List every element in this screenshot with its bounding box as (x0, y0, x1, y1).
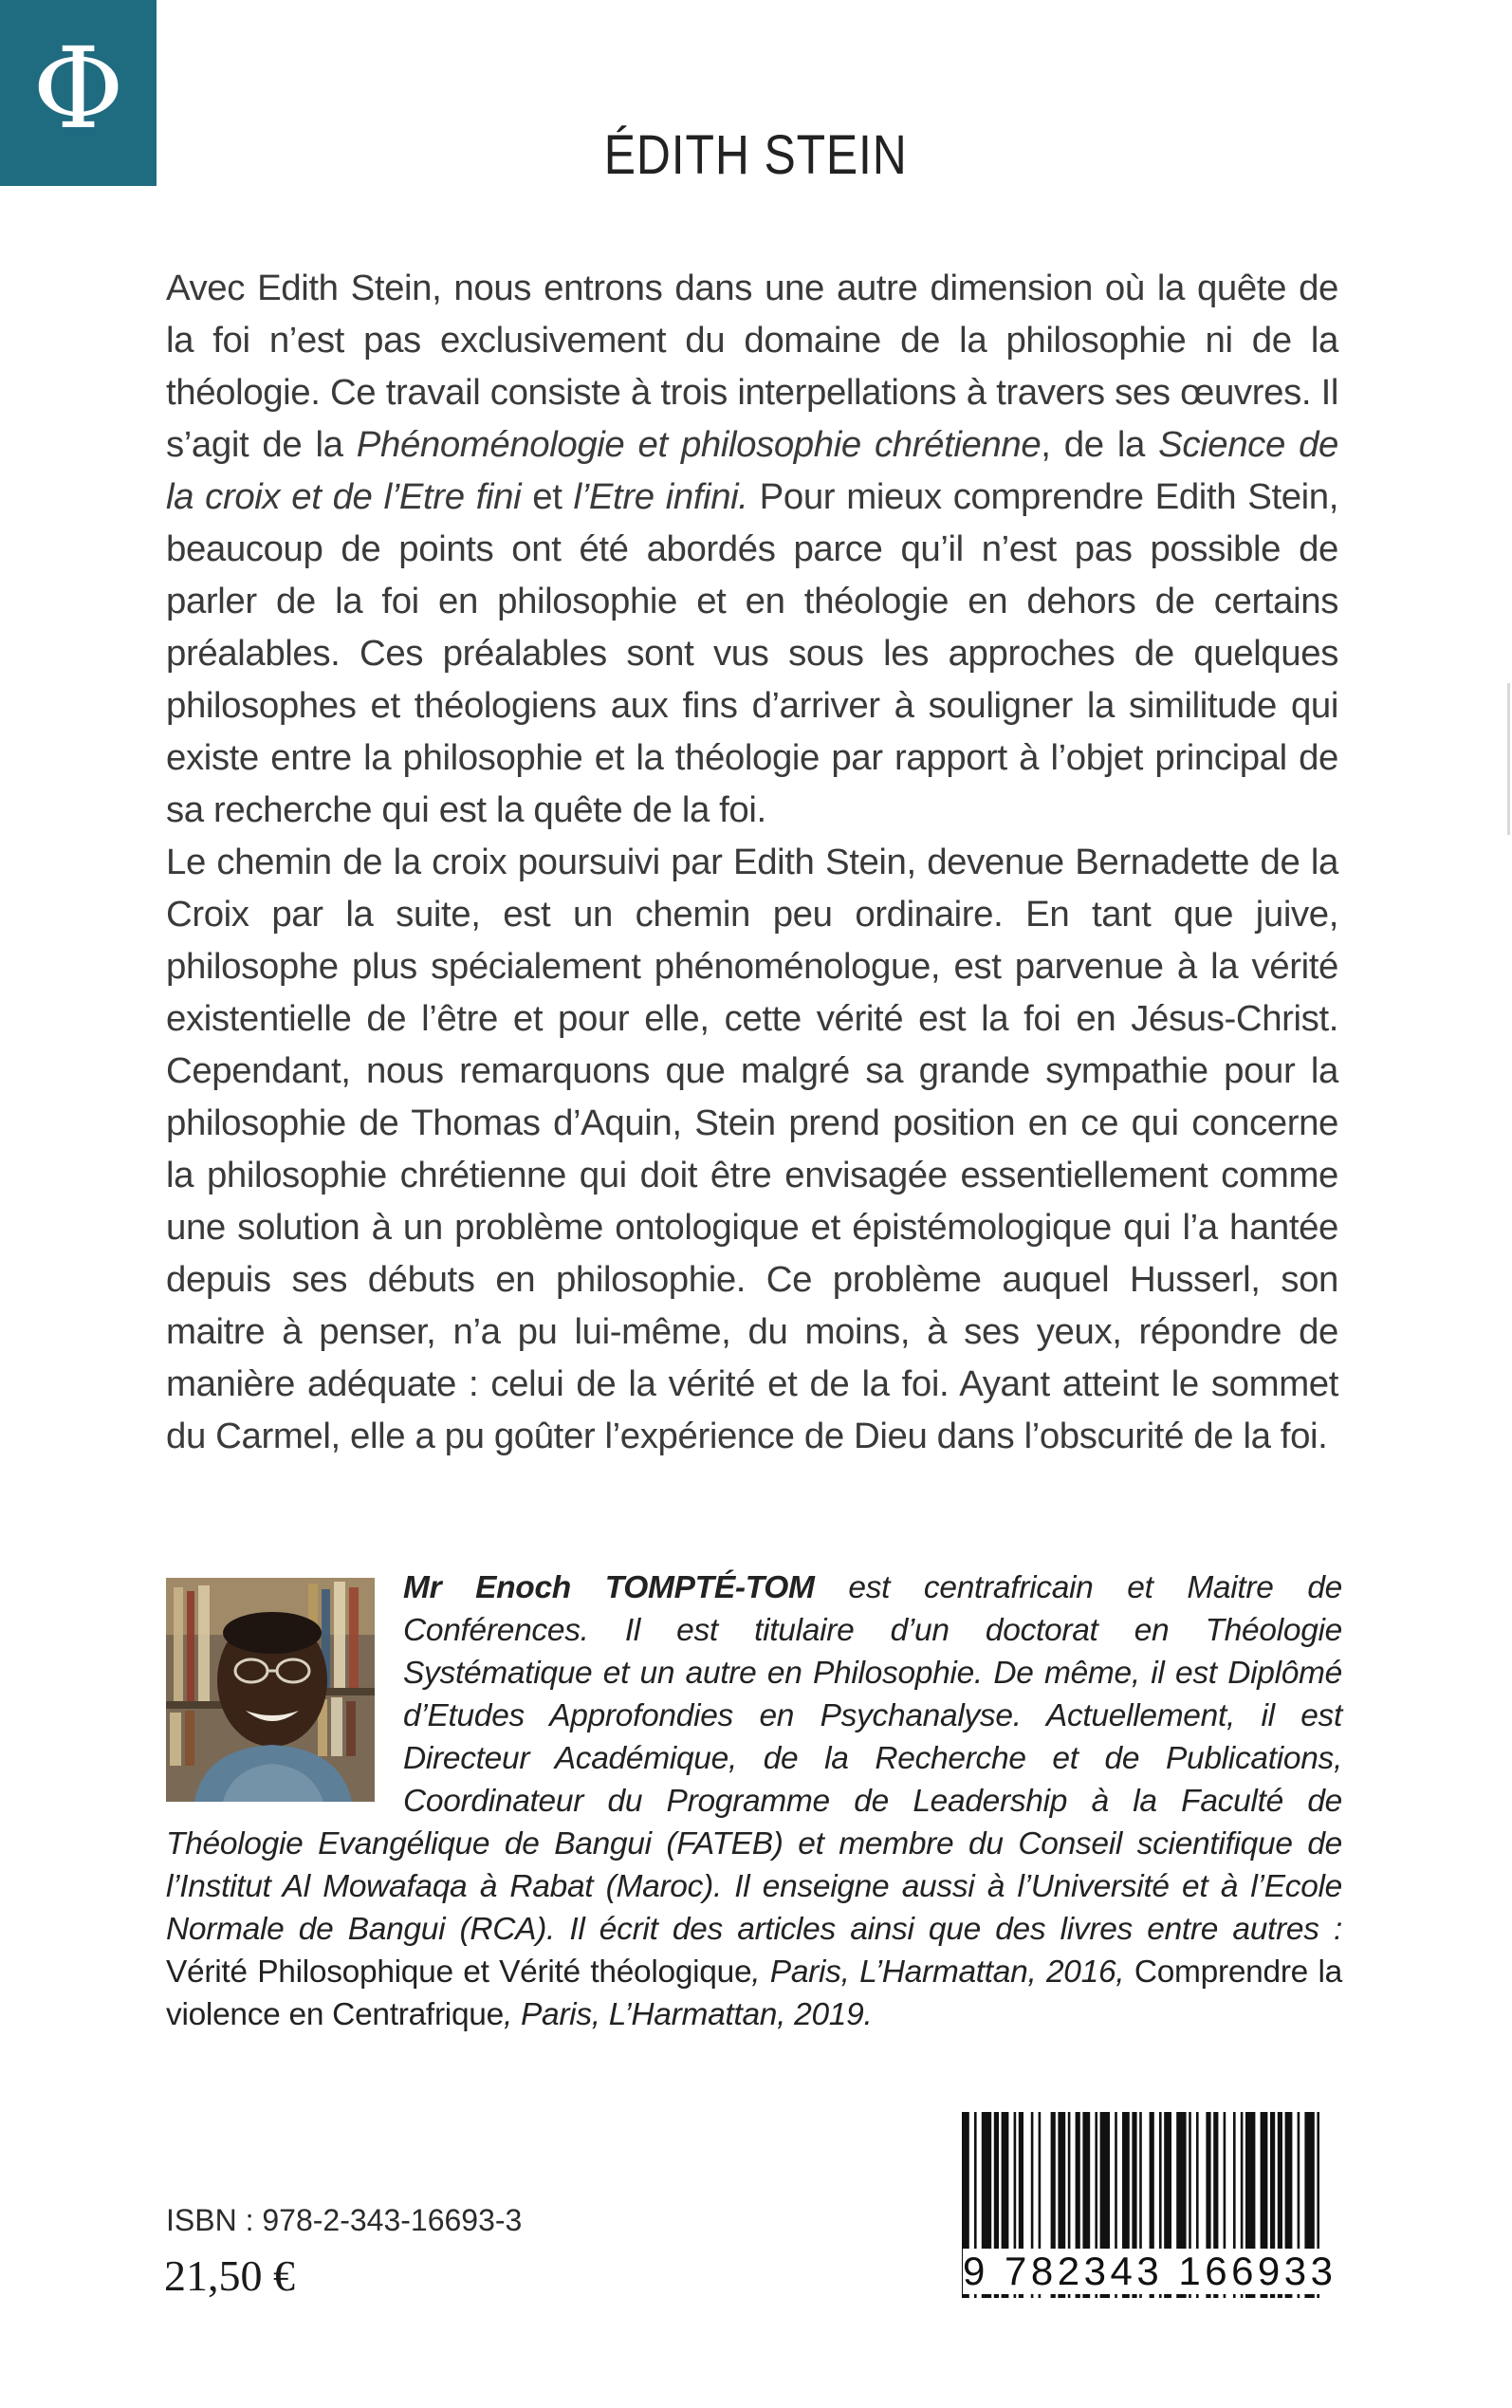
isbn: ISBN : 978-2-343-16693-3 (166, 2203, 523, 2237)
book-title-1: Vérité Philosophique et Vérité théologique (166, 1954, 752, 1990)
book-summary (166, 262, 1338, 1462)
work-title: Science de la croix et de l’Etre fini (166, 424, 1338, 517)
page-edge-mark (1507, 683, 1510, 835)
author-name: Mr Enoch TOMPTÉ-TOM (403, 1570, 815, 1605)
phi-logo-icon: Φ (32, 23, 124, 154)
barcode-digits: 9 782343 166933 (963, 2249, 1354, 2294)
summary-paragraph-1: Avec Edith Stein, nous entrons dans une autre dimension où la quête de la foi n’est pas exclusivement du domaine de la philosophie ni de la théologie. Ce travail consiste à trois interpellations à travers ses œuvres. Il s’agit de la Phénoménologie et philosophie chrétienne, de la Science de la croix et de l’Etre fini et l’Etre infini. Pour mieux comprendre Edith Stein, beaucoup de points ont été abordés parce qu’il n’est pas possible de parler de la foi en philosophie et en théologie en dehors de certains préalables. Ces préalables sont vus sous les approches de quelques philosophes et théologiens aux fins d’arriver à souligner la similitude qui existe entre la philosophie et la théologie par rapport à l’objet principal de sa recherche qui est la quête de la foi. (166, 268, 1339, 830)
book-title: ÉDITH STEIN (603, 124, 908, 186)
summary-paragraph-2: Le chemin de la croix poursuivi par Edith Stein, devenue Bernadette de la Croix par la suite, est un chemin peu ordinaire. En tant que juive, philosophe plus spécialement phénoménologue, est parvenue à la vérité existentielle de l’être et pour elle, cette vérité est la foi en Jésus-Christ. Cependant, nous remarquons que malgré sa grande sympathie pour la philosophie de Thomas d’Aquin, Stein prend position en ce qui concerne la philosophie chrétienne qui doit être envisagée essentiellement comme une solution à un problème ontologique et épistémologique qui l’a hantée depuis ses débuts en philosophie. Ce problème auquel Husserl, son maitre à penser, n’a pu lui-même, du moins, à ses yeux, répondre de manière adéquate : celui de la vérité et de la foi. Ayant atteint le sommet du Carmel, elle a pu goûter l’expérience de Dieu dans l’obscurité de la foi. (166, 842, 1338, 1456)
book-title-2: Comprendre la violence en Centrafrique (166, 1954, 1342, 2032)
work-title: l’Etre infini. (573, 476, 748, 517)
price: 21,50 € (164, 2251, 295, 2300)
author-bio: Mr Enoch TOMPTÉ-TOM est centrafricain et Maitre de Conférences. Il est titulaire d’un doctorat en Théologie Systématique et un autre en Philosophie. De même, il est Diplômé d’Etudes Approfondies en Psychanalyse. Actuellement, il est Directeur Académique, de la Recherche et de Publications, Coordinateur du Programme de Leadership à la Faculté de Théologie Evangélique de Bangui (FATEB) et membre du Conseil scientifique de l’Institut Al Mowafaqa à Rabat (Maroc). Il enseigne aussi à l’Université et à l’Ecole Normale de Bangui (RCA). Il écrit des articles ainsi que des livres entre autres : Vérité Philosophique et Vérité théologique, Paris, L’Harmattan, 2016, Comprendre la violence en Centrafrique, Paris, L’Harmattan, 2019. (166, 1570, 1343, 2032)
work-title: Phénoménologie et philosophie chrétienne (356, 424, 1042, 465)
